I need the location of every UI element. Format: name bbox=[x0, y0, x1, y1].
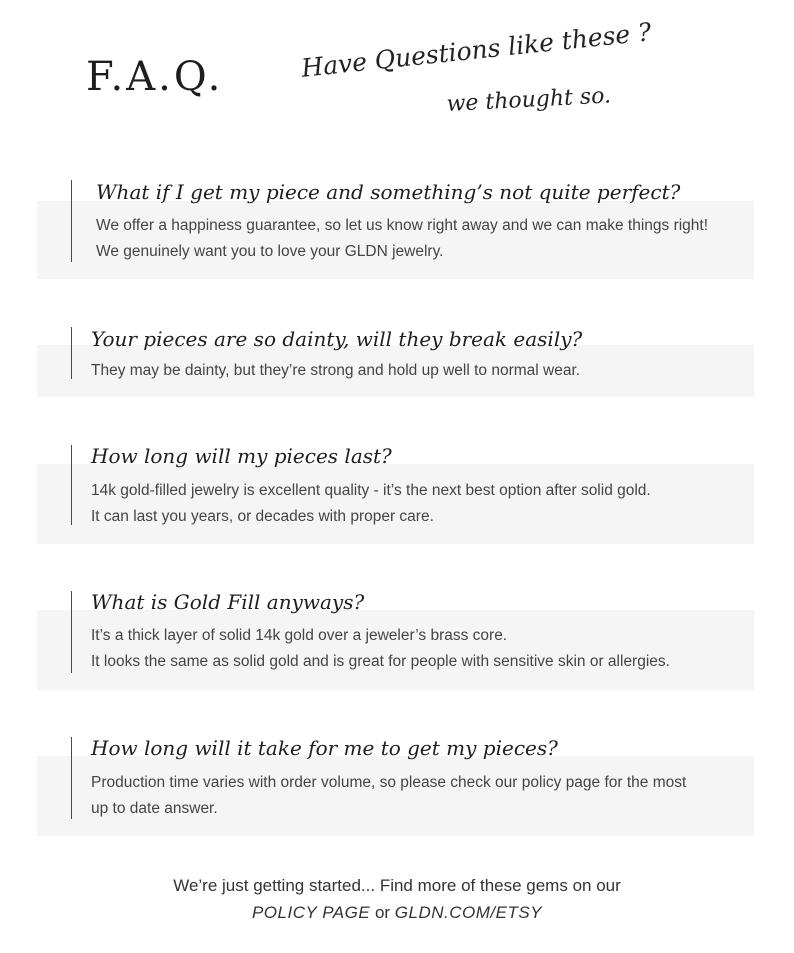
footer bbox=[0, 872, 794, 926]
faq-answer-line: It can last you years, or decades with proper care. bbox=[91, 508, 434, 525]
faq-answer-line: They may be dainty, but they’re strong and hold up well to normal wear. bbox=[91, 362, 581, 379]
faq-answer bbox=[91, 358, 580, 384]
faq-answer-line: We genuinely want you to love your GLDN jewelry. bbox=[96, 243, 444, 260]
faq-answer-line: Production time varies with order volume, so please check our policy page for the most bbox=[91, 774, 687, 791]
faq-question: How long will my pieces last? bbox=[91, 444, 392, 468]
faq-question: What is Gold Fill anyways? bbox=[91, 590, 365, 614]
page-title: F.A.Q. bbox=[86, 54, 224, 100]
faq-divider-rule bbox=[71, 180, 72, 262]
faq-answer-line: It’s a thick layer of solid 14k gold over a jeweler’s brass core. bbox=[91, 627, 508, 644]
footer-text: We’re just getting started... Find more of these gems on our bbox=[173, 876, 621, 895]
tagline-line-1: Have Questions like these ? bbox=[300, 17, 653, 83]
tagline-line-2: we thought so. bbox=[446, 83, 612, 117]
faq-divider-rule bbox=[71, 327, 72, 379]
footer-or-text: or bbox=[374, 903, 391, 922]
faq-answer bbox=[91, 770, 686, 822]
policy-page-link[interactable]: POLICY PAGE bbox=[251, 903, 371, 922]
faq-answer-line: It looks the same as solid gold and is great for people with sensitive skin or allergies. bbox=[91, 653, 670, 670]
faq-answer-line: 14k gold-filled jewelry is excellent quality - it’s the next best option after solid gold. bbox=[91, 482, 651, 499]
faq-answer bbox=[96, 213, 708, 265]
faq-question: What if I get my piece and something’s not quite perfect? bbox=[96, 180, 681, 204]
faq-question: How long will it take for me to get my pieces? bbox=[91, 736, 558, 760]
faq-question: Your pieces are so dainty, will they break easily? bbox=[91, 327, 583, 351]
faq-answer-line: We offer a happiness guarantee, so let us know right away and we can make things right! bbox=[96, 217, 709, 234]
handwritten-tagline bbox=[296, 17, 686, 140]
gldn-etsy-link[interactable]: GLDN.COM/ETSY bbox=[394, 903, 543, 922]
faq-answer bbox=[91, 478, 651, 530]
faq-divider-rule bbox=[71, 737, 72, 819]
faq-divider-rule bbox=[71, 591, 72, 673]
faq-divider-rule bbox=[71, 445, 72, 525]
faq-answer bbox=[91, 623, 670, 675]
faq-answer-line: up to date answer. bbox=[91, 800, 218, 817]
